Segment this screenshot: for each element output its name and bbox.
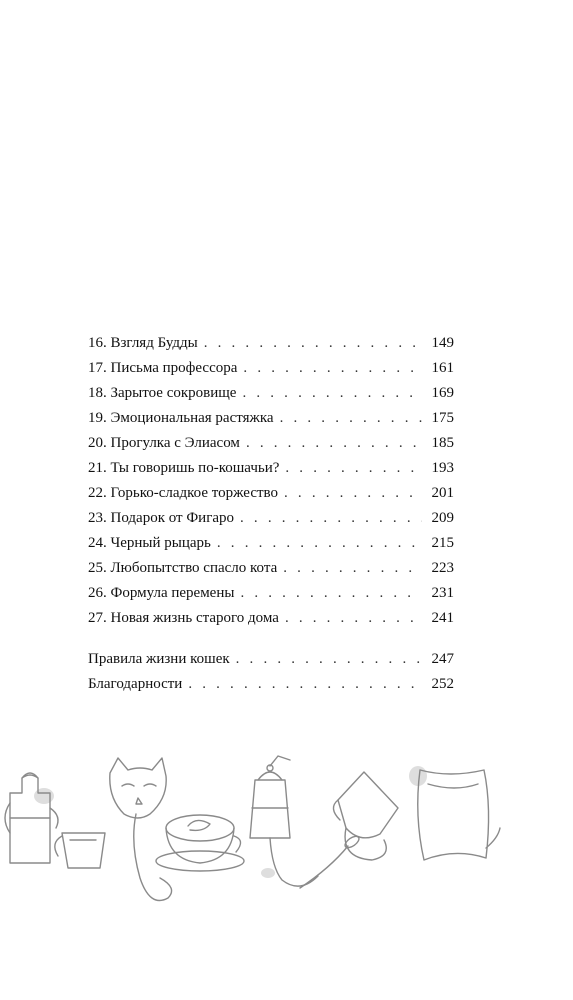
- dot-leader: [217, 531, 422, 556]
- coffee-grinder-icon: [250, 756, 318, 886]
- toc-entry[interactable]: [88, 672, 454, 697]
- toc-entry-page: 175: [431, 410, 454, 426]
- dot-leader: [242, 381, 422, 406]
- toc-entry-title: 23. Подарок от Фигаро: [88, 510, 235, 526]
- cup-icon: [55, 833, 105, 868]
- toc-entry[interactable]: [88, 506, 454, 531]
- line-art-illustration: [0, 748, 573, 928]
- toc-entry[interactable]: [88, 331, 454, 356]
- toc-entry[interactable]: [88, 531, 454, 556]
- toc-entry[interactable]: [88, 431, 454, 456]
- dot-leader: [236, 647, 422, 672]
- section-spacer: [88, 631, 454, 647]
- toc-entry[interactable]: [88, 581, 454, 606]
- table-of-contents: [88, 331, 454, 697]
- toc-entry-title: 22. Горько-сладкое торжество: [88, 485, 279, 501]
- dot-leader: [285, 456, 422, 481]
- dot-leader: [246, 431, 422, 456]
- toc-entry[interactable]: [88, 381, 454, 406]
- dot-leader: [284, 481, 422, 506]
- toc-entry-title: 18. Зарытое сокровище: [88, 385, 237, 401]
- dot-leader: [280, 406, 422, 431]
- dot-leader: [283, 556, 422, 581]
- toc-entry-page: 161: [431, 360, 454, 376]
- toc-entry-title: 19. Эмоциональная растяжка: [88, 410, 274, 426]
- coffee-cup-icon: [156, 815, 244, 871]
- toc-entry-title: 16. Взгляд Будды: [88, 335, 198, 351]
- dot-leader: [285, 606, 422, 631]
- toc-entry-page: 231: [431, 585, 454, 601]
- toc-entry-page: 185: [431, 435, 454, 451]
- dot-leader: [240, 506, 422, 531]
- toc-entry-page: 149: [431, 335, 454, 351]
- dot-leader: [240, 581, 422, 606]
- toc-entry-title: 21. Ты говоришь по-кошачьи?: [88, 460, 280, 476]
- toc-entry-page: 209: [431, 510, 454, 526]
- toc-entry[interactable]: [88, 356, 454, 381]
- toc-entry-title: 17. Письма профессора: [88, 360, 238, 376]
- toc-entry-title: 26. Формула перемены: [88, 585, 235, 601]
- toc-entry-page: 215: [431, 535, 454, 551]
- toc-entry-title: 25. Любопытство спасло кота: [88, 560, 278, 576]
- dot-leader: [204, 331, 422, 356]
- toc-entry-title: 27. Новая жизнь старого дома: [88, 610, 279, 626]
- toc-entry-page: 247: [431, 651, 454, 667]
- toc-entry[interactable]: [88, 606, 454, 631]
- toc-entry-title: Правила жизни кошек: [88, 651, 230, 667]
- toc-entry[interactable]: [88, 481, 454, 506]
- glass-icon: [333, 772, 398, 860]
- toc-entry[interactable]: [88, 456, 454, 481]
- coffee-pot-icon: [5, 773, 58, 863]
- toc-entry-page: 241: [431, 610, 454, 626]
- toc-entry-page: 193: [431, 460, 454, 476]
- toc-entry-title: 20. Прогулка с Элиасом: [88, 435, 240, 451]
- dot-leader: [243, 356, 422, 381]
- pillow-icon: [418, 770, 500, 860]
- toc-entry-page: 169: [431, 385, 454, 401]
- toc-entry-title: Благодарности: [88, 676, 183, 692]
- toc-entry[interactable]: [88, 556, 454, 581]
- toc-entry-title: 24. Черный рыцарь: [88, 535, 211, 551]
- toc-entry[interactable]: [88, 647, 454, 672]
- toc-entry-page: 223: [431, 560, 454, 576]
- dot-leader: [188, 672, 422, 697]
- spoon-icon: [300, 834, 361, 888]
- toc-entry-page: 252: [431, 676, 454, 692]
- cat-face-icon: [110, 758, 172, 901]
- toc-entry[interactable]: [88, 406, 454, 431]
- toc-entry-page: 201: [431, 485, 454, 501]
